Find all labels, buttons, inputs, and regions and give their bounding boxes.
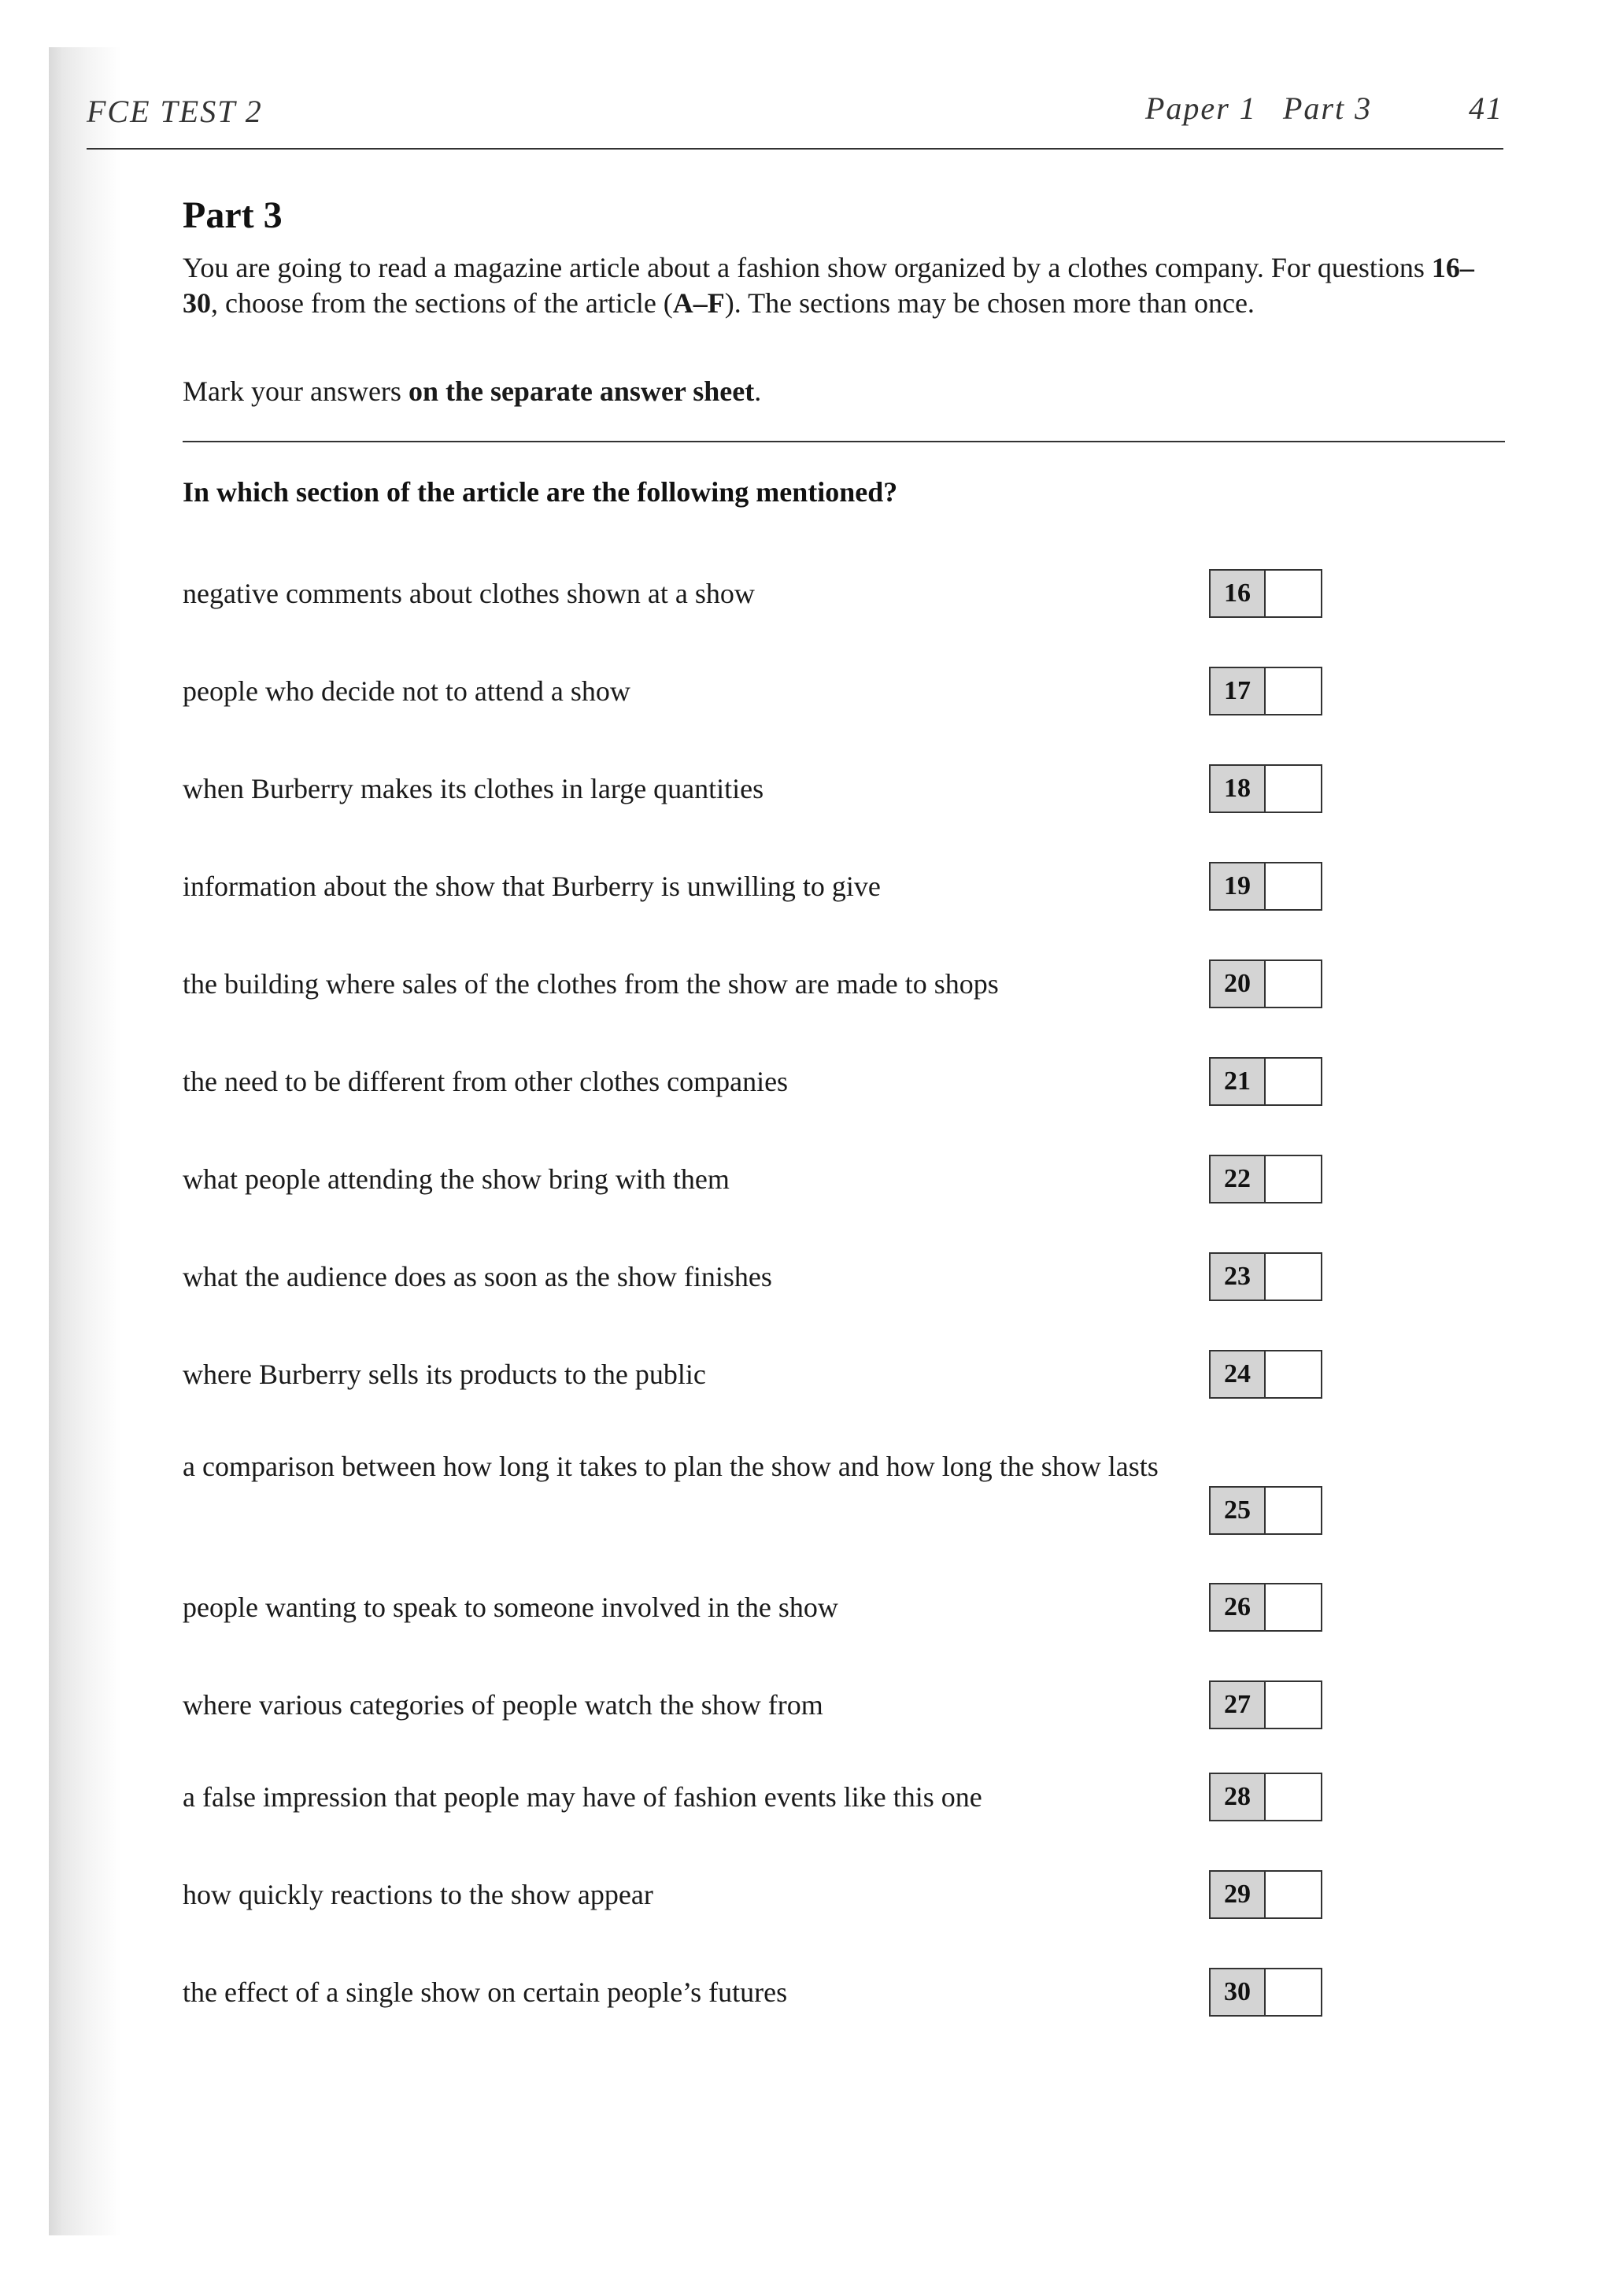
item-text: when Burberry makes its clothes in large quantities xyxy=(183,773,764,804)
answer-field[interactable] xyxy=(1266,1351,1321,1397)
answer-field[interactable] xyxy=(1266,863,1321,909)
mark-instructions xyxy=(183,375,761,408)
list-item xyxy=(183,1350,1348,1405)
answer-box[interactable] xyxy=(1209,1057,1322,1106)
list-item xyxy=(183,1680,1348,1736)
page-number: 41 xyxy=(1469,91,1503,126)
question-number: 24 xyxy=(1211,1351,1266,1397)
question-number: 22 xyxy=(1211,1156,1266,1202)
list-item xyxy=(183,959,1348,1015)
paper-label: Paper 1 xyxy=(1145,91,1257,126)
question-number: 25 xyxy=(1211,1488,1266,1533)
instructions xyxy=(183,250,1489,321)
answer-field[interactable] xyxy=(1266,1584,1321,1630)
list-item xyxy=(183,1583,1348,1638)
list-item xyxy=(183,862,1348,917)
list-item xyxy=(183,1450,1348,1541)
item-text: where various categories of people watch the show from xyxy=(183,1689,823,1721)
page-spine-shadow xyxy=(49,47,121,2235)
question-number: 21 xyxy=(1211,1059,1266,1104)
item-text: the building where sales of the clothes from the show are made to shops xyxy=(183,968,999,1000)
list-item xyxy=(183,569,1348,624)
item-text: a false impression that people may have of fashion events like this one xyxy=(183,1781,982,1813)
answer-field[interactable] xyxy=(1266,1059,1321,1104)
answer-box[interactable] xyxy=(1209,1870,1322,1919)
item-text: what people attending the show bring with them xyxy=(183,1163,730,1195)
section-title: Part 3 xyxy=(183,194,283,236)
item-text: a comparison between how long it takes to plan the show and how long the show lasts xyxy=(183,1451,1159,1482)
question-number: 19 xyxy=(1211,863,1266,909)
question-number: 23 xyxy=(1211,1254,1266,1300)
intro-range: 16–30 xyxy=(183,252,1474,319)
answer-box[interactable] xyxy=(1209,1680,1322,1729)
item-text: the effect of a single show on certain people’s futures xyxy=(183,1976,788,2008)
item-text: what the audience does as soon as the show finishes xyxy=(183,1261,772,1292)
answer-box[interactable] xyxy=(1209,1583,1322,1632)
answer-box[interactable] xyxy=(1209,1486,1322,1535)
question-number: 26 xyxy=(1211,1584,1266,1630)
question-number: 16 xyxy=(1211,571,1266,616)
answer-field[interactable] xyxy=(1266,1969,1321,2015)
question-number: 30 xyxy=(1211,1969,1266,2015)
answer-field[interactable] xyxy=(1266,571,1321,616)
question-number: 28 xyxy=(1211,1774,1266,1820)
list-item xyxy=(183,667,1348,722)
question-number: 18 xyxy=(1211,766,1266,812)
list-item xyxy=(183,1252,1348,1307)
item-text: information about the show that Burberry is unwilling to give xyxy=(183,871,881,902)
question-number: 29 xyxy=(1211,1872,1266,1917)
item-text: negative comments about clothes shown at a show xyxy=(183,578,755,609)
answer-field[interactable] xyxy=(1266,1156,1321,1202)
list-item xyxy=(183,1773,1348,1828)
answer-field[interactable] xyxy=(1266,1488,1321,1533)
answer-field[interactable] xyxy=(1266,961,1321,1007)
list-item xyxy=(183,1057,1348,1112)
answer-box[interactable] xyxy=(1209,1773,1322,1821)
question-heading: In which section of the article are the following mentioned? xyxy=(183,476,898,508)
item-text: people wanting to speak to someone involved in the show xyxy=(183,1592,838,1623)
answer-field[interactable] xyxy=(1266,766,1321,812)
item-text: the need to be different from other clothes companies xyxy=(183,1066,789,1097)
intro-letters: A–F xyxy=(672,287,725,319)
intro-text-1: You are going to read a magazine article about a fashion show organized by a clothes company. For questions xyxy=(183,252,1432,283)
divider xyxy=(183,441,1505,442)
item-text: where Burberry sells its products to the public xyxy=(183,1359,706,1390)
list-item xyxy=(183,1968,1348,2023)
answer-field[interactable] xyxy=(1266,1254,1321,1300)
part-label: Part 3 xyxy=(1283,91,1373,126)
answer-box[interactable] xyxy=(1209,569,1322,618)
intro-text-2: , choose from the sections of the article ( xyxy=(211,287,673,319)
question-number: 27 xyxy=(1211,1682,1266,1728)
answer-box[interactable] xyxy=(1209,667,1322,715)
answer-field[interactable] xyxy=(1266,668,1321,714)
item-text: people who decide not to attend a show xyxy=(183,675,630,707)
list-item xyxy=(183,1155,1348,1210)
answer-box[interactable] xyxy=(1209,1968,1322,2017)
page-header xyxy=(87,93,1503,150)
answer-box[interactable] xyxy=(1209,1350,1322,1399)
item-text: how quickly reactions to the show appear xyxy=(183,1879,653,1910)
answer-box[interactable] xyxy=(1209,1155,1322,1203)
test-name: FCE TEST 2 xyxy=(87,94,263,129)
question-number: 20 xyxy=(1211,961,1266,1007)
answer-field[interactable] xyxy=(1266,1682,1321,1728)
answer-box[interactable] xyxy=(1209,959,1322,1008)
mark-suffix: . xyxy=(754,375,762,407)
list-item xyxy=(183,1870,1348,1925)
list-item xyxy=(183,764,1348,819)
answer-box[interactable] xyxy=(1209,862,1322,911)
answer-field[interactable] xyxy=(1266,1872,1321,1917)
mark-prefix: Mark your answers xyxy=(183,375,409,407)
answer-box[interactable] xyxy=(1209,764,1322,813)
intro-text-3: ). The sections may be chosen more than once. xyxy=(724,287,1255,319)
mark-bold: on the separate answer sheet xyxy=(408,375,755,407)
answer-box[interactable] xyxy=(1209,1252,1322,1301)
answer-field[interactable] xyxy=(1266,1774,1321,1820)
question-number: 17 xyxy=(1211,668,1266,714)
